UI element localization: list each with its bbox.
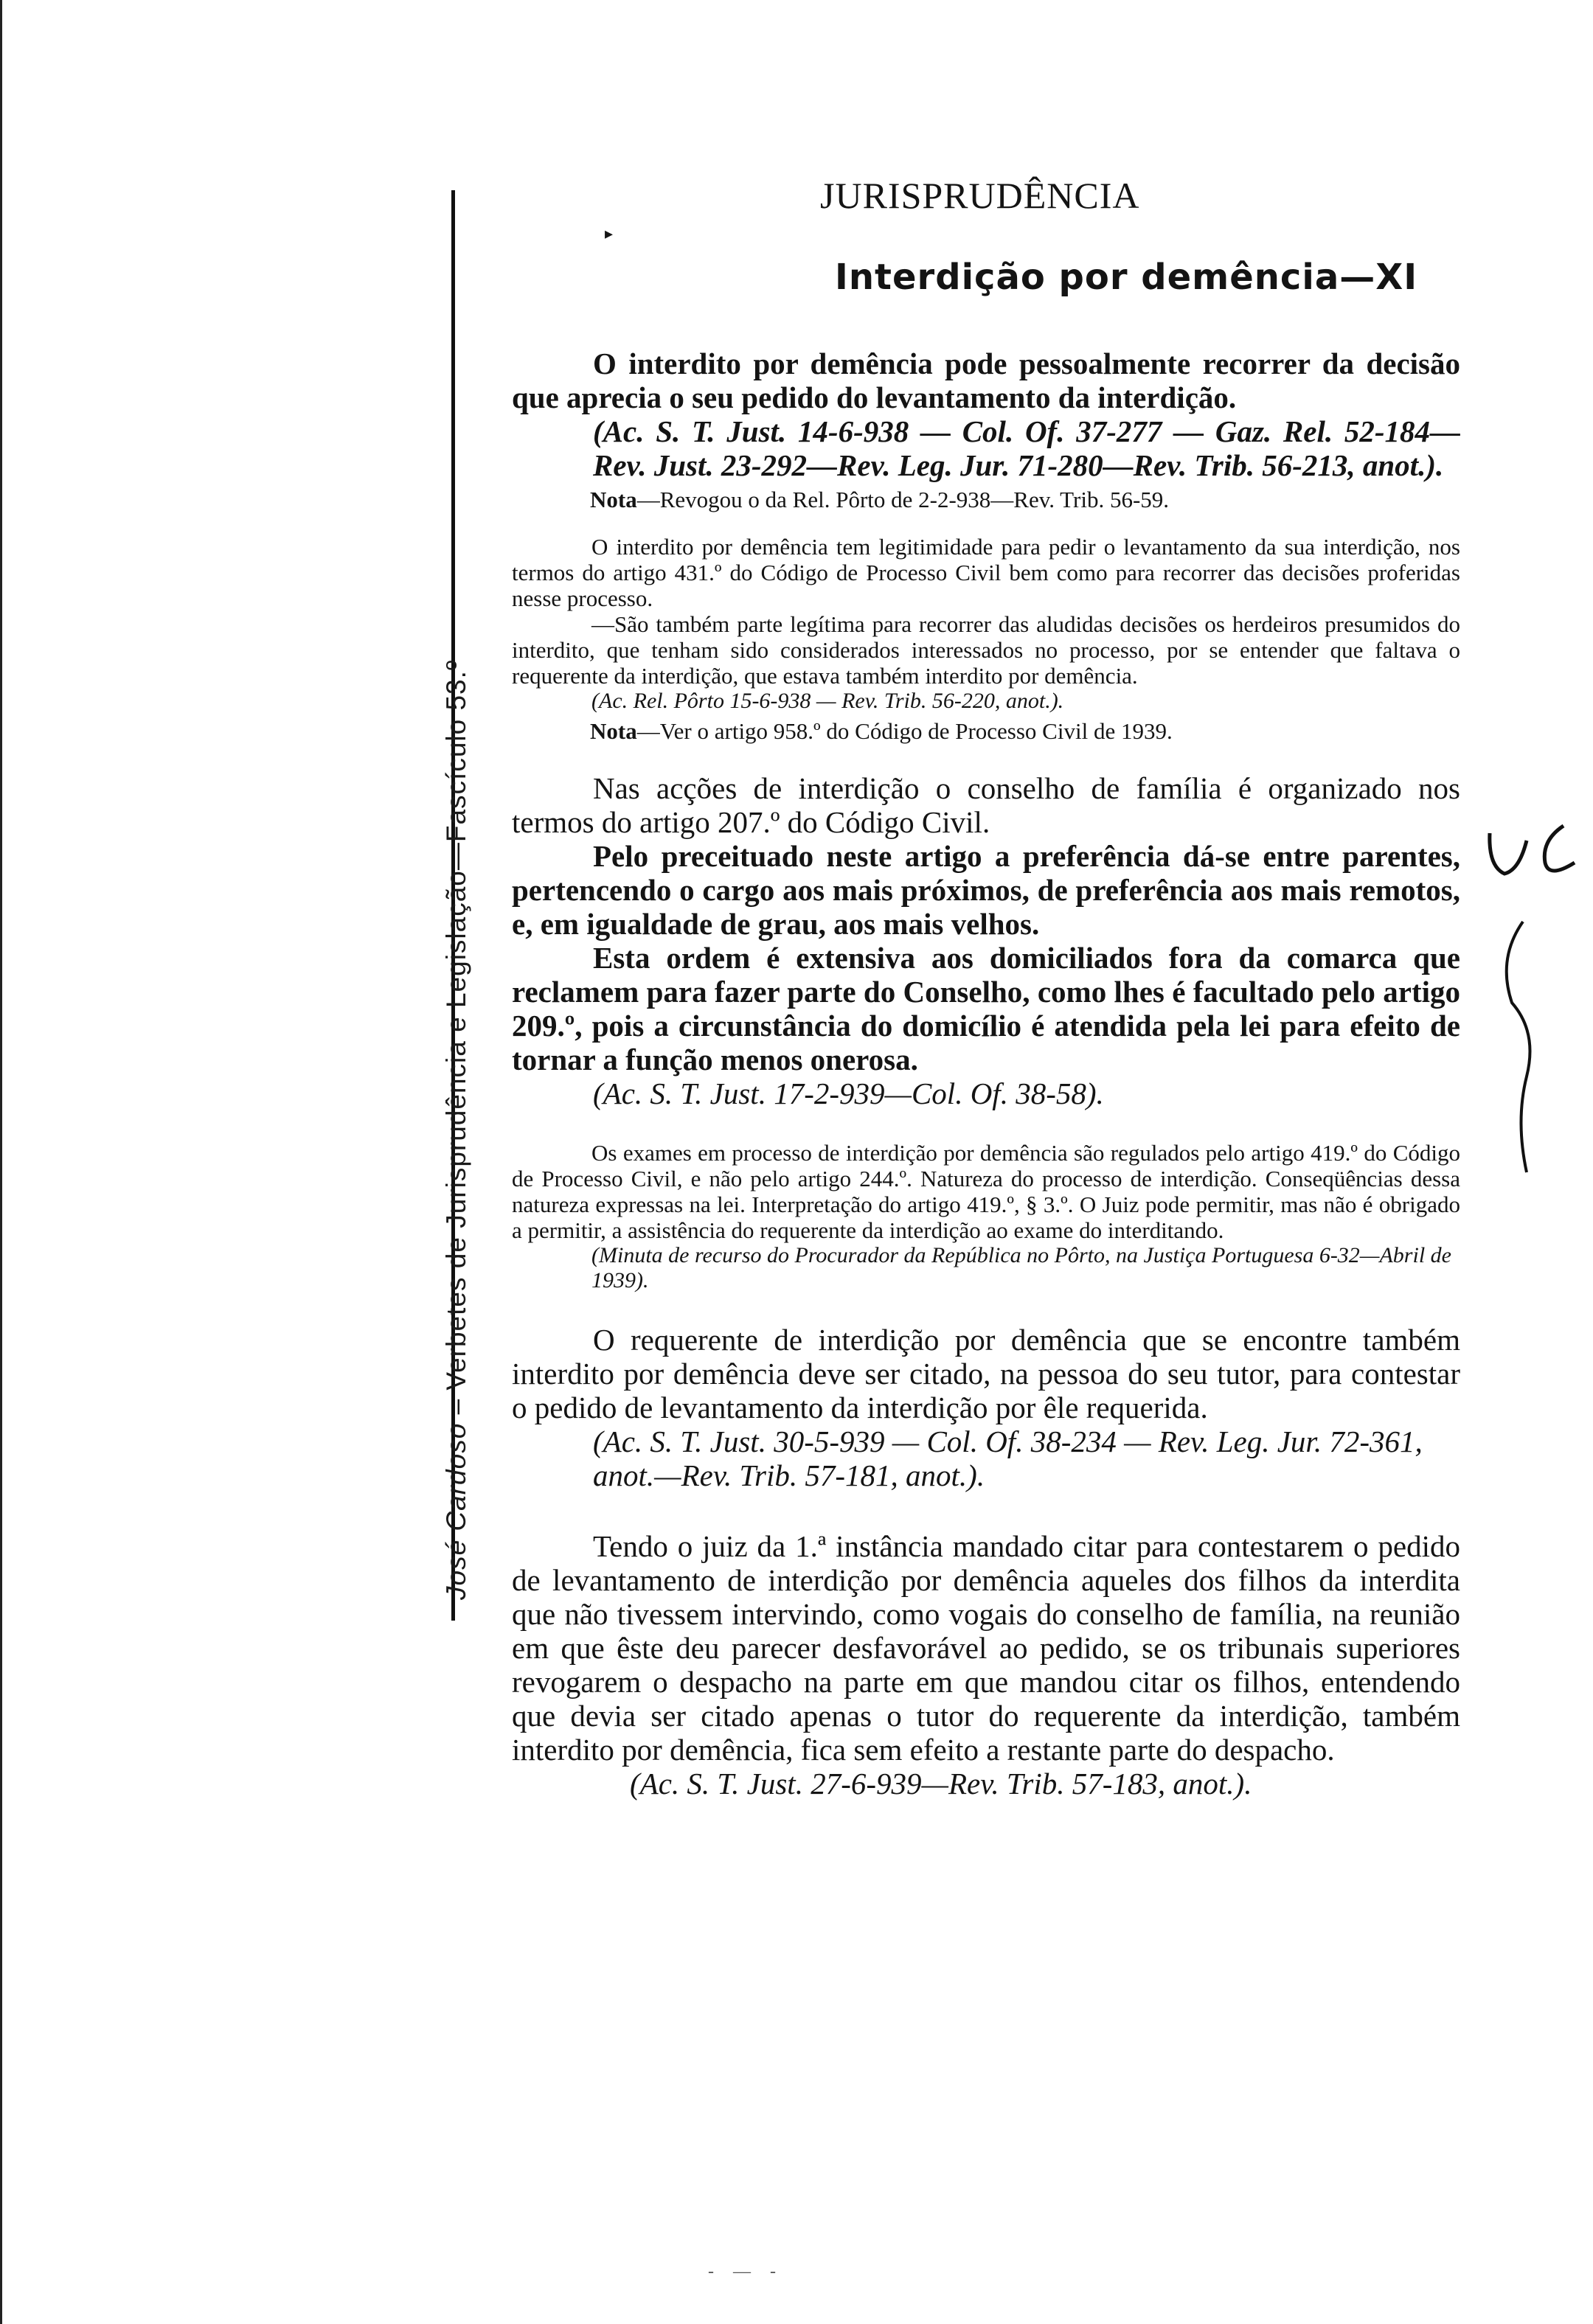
page-content (512, 347, 1460, 1801)
entry-5 (512, 1323, 1460, 1492)
entry-3-paragraph-3: Esta ordem é extensiva aos domiciliados fora da comarca que reclamem para fazer parte do Conselho, como lhes é facultado pelo artigo 209.º, pois a circunstância do domicílio é atendida pela lei para efeito de tornar a função menos onerosa. (512, 941, 1460, 1076)
bullet-mark: ▸ (605, 224, 614, 243)
note-text: —Revogou o da Rel. Pôrto de 2-2-938—Rev. Trib. 56-59. (636, 487, 1170, 512)
entry-2-text-continued: —São também parte legítima para recorrer das aludidas decisões os herdeiros presumidos do interdito, que tenham sido considerados interessados no processo, por se entender que faltava o requerente da interdição, que estava também interdito por demência. (512, 611, 1460, 689)
entry-5-text: O requerente de interdição por demência que se encontre também interdito por demência deve ser citado, na pessoa do seu tutor, para contestar o pedido de levantamento da interdição por êle requerida. (512, 1323, 1460, 1424)
entry-5-citation: (Ac. S. T. Just. 30-5-939 — Col. Of. 38-234 — Rev. Leg. Jur. 72-361, anot.—Rev. Trib. 57-181, anot.). (593, 1424, 1423, 1492)
entry-4-text: Os exames em processo de interdição por demência são regulados pelo artigo 419.º do Código de Processo Civil, e não pelo artigo 244.º. Natureza do processo de interdição. Conseqüências dessa natureza expressas na lei. Interpretação do artigo 419.º, § 3.º. O Juiz pode permitir, mas não é obrigado a permitir, a assistência do requerente da interdição ao exame do interditando. (512, 1140, 1460, 1243)
entry-6 (512, 1529, 1460, 1801)
handwritten-bracket-mark (1482, 914, 1549, 1180)
entry-6-citation: (Ac. S. T. Just. 27-6-939—Rev. Trib. 57-183, anot.). (630, 1767, 1252, 1801)
section-title: Interdição por demência—XI (835, 257, 1418, 298)
note-label: Nota (590, 718, 637, 744)
entry-4 (512, 1140, 1460, 1293)
scan-edge (0, 0, 2, 2324)
side-caption-text: – Verbetes de Jurisprudência e Legislação—Fascículo 53.º (441, 659, 471, 1423)
entry-4-citation: (Minuta de recurso do Procurador da República no Pôrto, na Justiça Portuguesa 6-32—Abril de 1939). (591, 1243, 1451, 1293)
entry-3-paragraph-2: Pelo preceituado neste artigo a preferência dá-se entre parentes, pertencendo o cargo aos mais próximos, de preferência aos mais remotos, e, em igualdade de grau, aos mais velhos. (512, 839, 1460, 941)
entry-1 (512, 347, 1460, 513)
page-header: JURISPRUDÊNCIA (820, 175, 1140, 216)
entry-2-text: O interdito por demência tem legitimidade para pedir o levantamento da sua interdição, nos termos do artigo 431.º do Código de Processo Civil bem como para recorrer das decisões proferidas nesse processo. (512, 534, 1460, 611)
entry-2-citation: (Ac. Rel. Pôrto 15-6-938 — Rev. Trib. 56-220, anot.). (591, 689, 1064, 713)
side-caption-author: José Cardoso (441, 1422, 471, 1600)
entry-1-citation: (Ac. S. T. Just. 14-6-938 — Col. Of. 37-277 — Gaz. Rel. 52-184—Rev. Just. 23-292—Rev. Leg. Jur. 71-280—Rev. Trib. 56-213, anot.). (593, 414, 1460, 482)
side-caption (441, 660, 472, 1600)
entry-2 (512, 534, 1460, 745)
handwritten-initials-mark (1475, 811, 1586, 900)
entry-2-note (512, 718, 1460, 745)
entry-6-text: Tendo o juiz da 1.ª instância mandado citar para contestarem o pedido de levantamento de interdição por demência aqueles dos filhos da interdita que não tivessem intervindo, como vogais do conselho de família, na reunião em que êste deu parecer desfavorável ao pedido, se os tribunais superiores revogarem o despacho na parte em que mandou citar os filhos, entendendo que devia ser citado apenas o tutor do requerente da interdição, também interdito por demência, fica sem efeito a restante parte do despacho. (512, 1529, 1460, 1767)
entry-1-text: O interdito por demência pode pessoalmente recorrer da decisão que aprecia o seu pedido do levantamento da interdição. (Ac. S. T. Just. 14-6-938 — Col. Of. 37-277 — Gaz. Rel. 52-184—Rev. Just. 23-292—Rev. Leg. Jur. 71-280—Rev. Trib. 56-213, anot.). (512, 347, 1460, 482)
entry-3-citation: (Ac. S. T. Just. 17-2-939—Col. Of. 38-58). (593, 1076, 1104, 1110)
footer-smudge: - — - (708, 2262, 783, 2281)
entry-3-paragraph-1: Nas acções de interdição o conselho de família é organizado nos termos do artigo 207.º do Código Civil. (512, 771, 1460, 839)
note-label: Nota (590, 487, 637, 512)
entry-1-note (512, 487, 1460, 513)
entry-3 (512, 771, 1460, 1110)
note-text: —Ver o artigo 958.º do Código de Processo Civil de 1939. (636, 718, 1173, 744)
